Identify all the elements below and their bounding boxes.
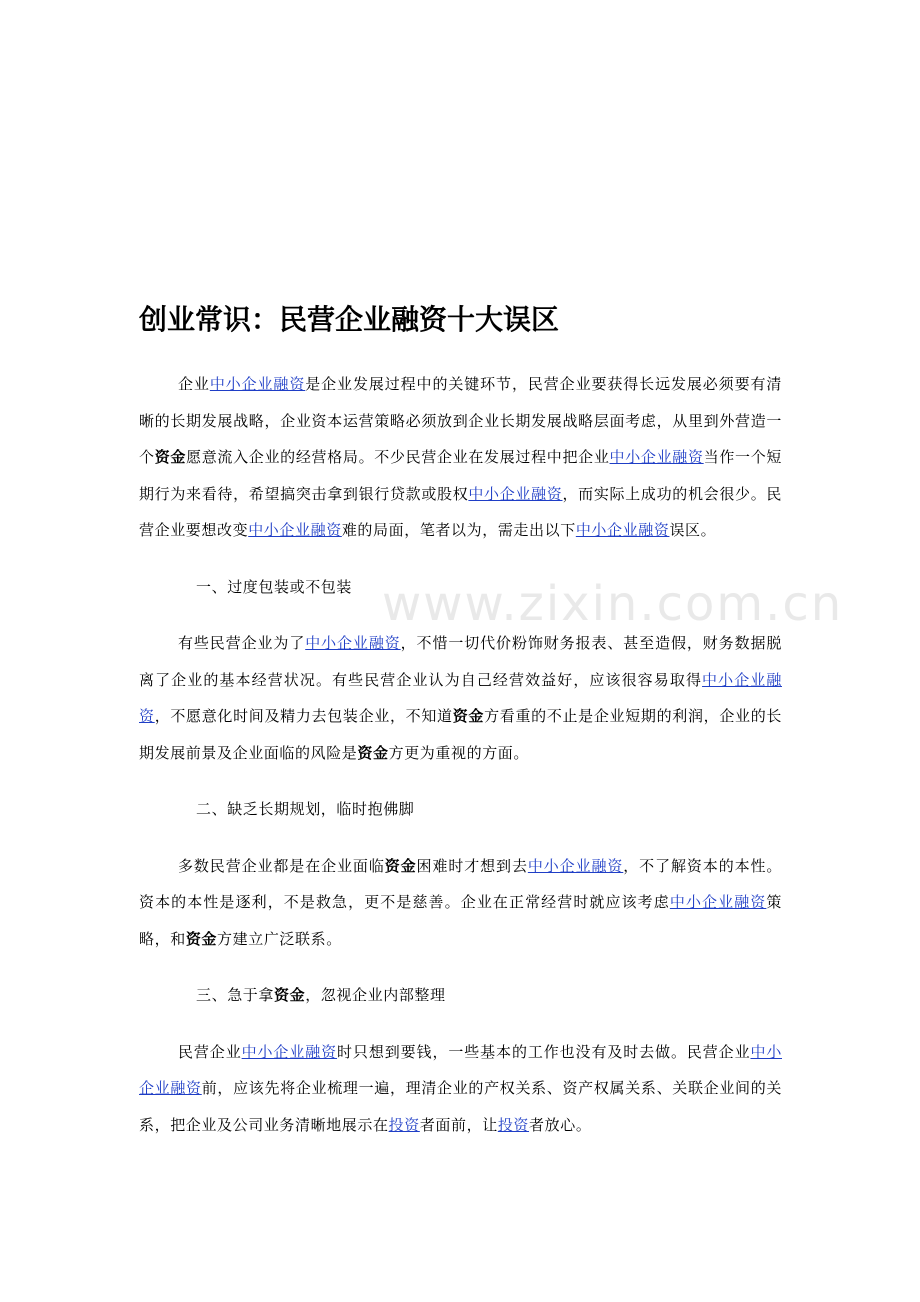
section-1-text-1: 有些民营企业为了 bbox=[178, 634, 306, 652]
link-sme-financing[interactable]: 中小企业融资 bbox=[609, 448, 704, 466]
section-3-text-3: 前，应该先将企业梳理一遍，理清企业的产权关系、资产权属关系、关联企业间的关系，把企业及公司业务清晰地展示在 bbox=[139, 1079, 782, 1134]
section-1-text-3: ，不愿意化时间及精力去包装企业，不知道 bbox=[154, 707, 453, 725]
section-1-text-2: ，不惜一切代价粉饰财务报表、甚至造假，财务数据脱离了企业的基本经营状况。有些民营企业认为自己经营效益好，应该很容易取得 bbox=[139, 634, 782, 689]
bold-funds: 资金 bbox=[384, 856, 417, 875]
link-sme-financing[interactable]: 中小企业融资 bbox=[139, 670, 782, 725]
link-sme-financing[interactable]: 中小企业融资 bbox=[575, 521, 670, 539]
section-1-heading: 一、过度包装或不包装 bbox=[196, 577, 353, 596]
intro-paragraph bbox=[139, 366, 782, 549]
link-investment[interactable]: 投资 bbox=[388, 1115, 420, 1134]
section-3-heading bbox=[139, 977, 782, 1014]
link-sme-financing[interactable]: 中小企业融资 bbox=[139, 1042, 782, 1097]
section-3-paragraph bbox=[139, 1034, 782, 1144]
link-investment[interactable]: 投资 bbox=[497, 1115, 530, 1134]
section-3-text-5: 者放心。 bbox=[529, 1115, 592, 1134]
section-1-paragraph bbox=[139, 625, 782, 771]
section-1-text-4: 方看重的不止是企业短期的利润，企业的长期发展前景及企业面临的风险是 bbox=[139, 707, 782, 762]
section-2-heading: 二、缺乏长期规划，临时抱佛脚 bbox=[196, 800, 415, 818]
section-2-text-4: 策略，和 bbox=[139, 893, 782, 948]
section-3-text-4: 者面前，让 bbox=[419, 1115, 498, 1134]
section-2-text-3: ，不了解资本的本性。资本的本性是逐利，不是救急，更不是慈善。企业在正常经营时就应该考虑 bbox=[139, 856, 782, 911]
link-sme-financing[interactable]: 中小企业融资 bbox=[305, 634, 401, 652]
link-sme-financing[interactable]: 中小企业融资 bbox=[241, 1042, 338, 1061]
section-2-text-5: 方建立广泛联系。 bbox=[217, 929, 342, 948]
bold-funds: 资金 bbox=[452, 707, 485, 725]
intro-text-1: 企业 bbox=[178, 375, 210, 393]
intro-text-4: 当作一个短期行为来看待，希望搞突击拿到银行贷款或股权 bbox=[139, 448, 782, 503]
section-3-text-1: 民营企业 bbox=[178, 1042, 242, 1061]
bold-funds: 资金 bbox=[154, 448, 187, 466]
intro-text-6: 难的局面，笔者以为，需走出以下 bbox=[341, 521, 576, 539]
document-page bbox=[139, 300, 782, 1143]
section-3-text-2: 时只想到要钱，一些基本的工作也没有及时去做。民营企业 bbox=[337, 1042, 751, 1061]
section-3-heading-text-a: 三、急于拿 bbox=[196, 986, 275, 1004]
link-sme-financing[interactable]: 中小企业融资 bbox=[527, 856, 624, 875]
section-2-text-2: 困难时才想到去 bbox=[416, 856, 528, 875]
section-1-text-5: 方更为重视的方面。 bbox=[388, 743, 530, 762]
section-3-heading-text-b: ，忽视企业内部整理 bbox=[305, 986, 446, 1004]
link-sme-financing[interactable]: 中小企业融资 bbox=[669, 893, 767, 911]
bold-funds: 资金 bbox=[185, 929, 218, 948]
link-sme-financing[interactable]: 中小企业融资 bbox=[468, 484, 563, 503]
watermark: www.zixin.com.cn bbox=[382, 576, 844, 632]
bold-funds: 资金 bbox=[274, 986, 306, 1004]
section-2-paragraph bbox=[139, 848, 782, 958]
intro-text-5: ，而实际上成功的机会很少。民营企业要想改变 bbox=[139, 484, 782, 539]
bold-funds: 资金 bbox=[357, 743, 389, 762]
intro-text-3: 愿意流入企业的经营格局。不少民营企业在发展过程中把企业 bbox=[186, 448, 610, 466]
intro-text-2: 是企业发展过程中的关键环节，民营企业要获得长远发展必须要有清晰的长期发展战略，企业资本运营策略必须放到企业长期发展战略层面考虑，从里到外营造一个 bbox=[139, 375, 782, 466]
intro-text-7: 误区。 bbox=[669, 521, 717, 539]
link-sme-financing[interactable]: 中小企业融资 bbox=[209, 375, 306, 393]
document-title: 创业常识：民营企业融资十大误区 bbox=[139, 303, 560, 336]
link-sme-financing[interactable]: 中小企业融资 bbox=[248, 521, 342, 539]
section-2-text-1: 多数民营企业都是在企业面临 bbox=[178, 856, 385, 875]
